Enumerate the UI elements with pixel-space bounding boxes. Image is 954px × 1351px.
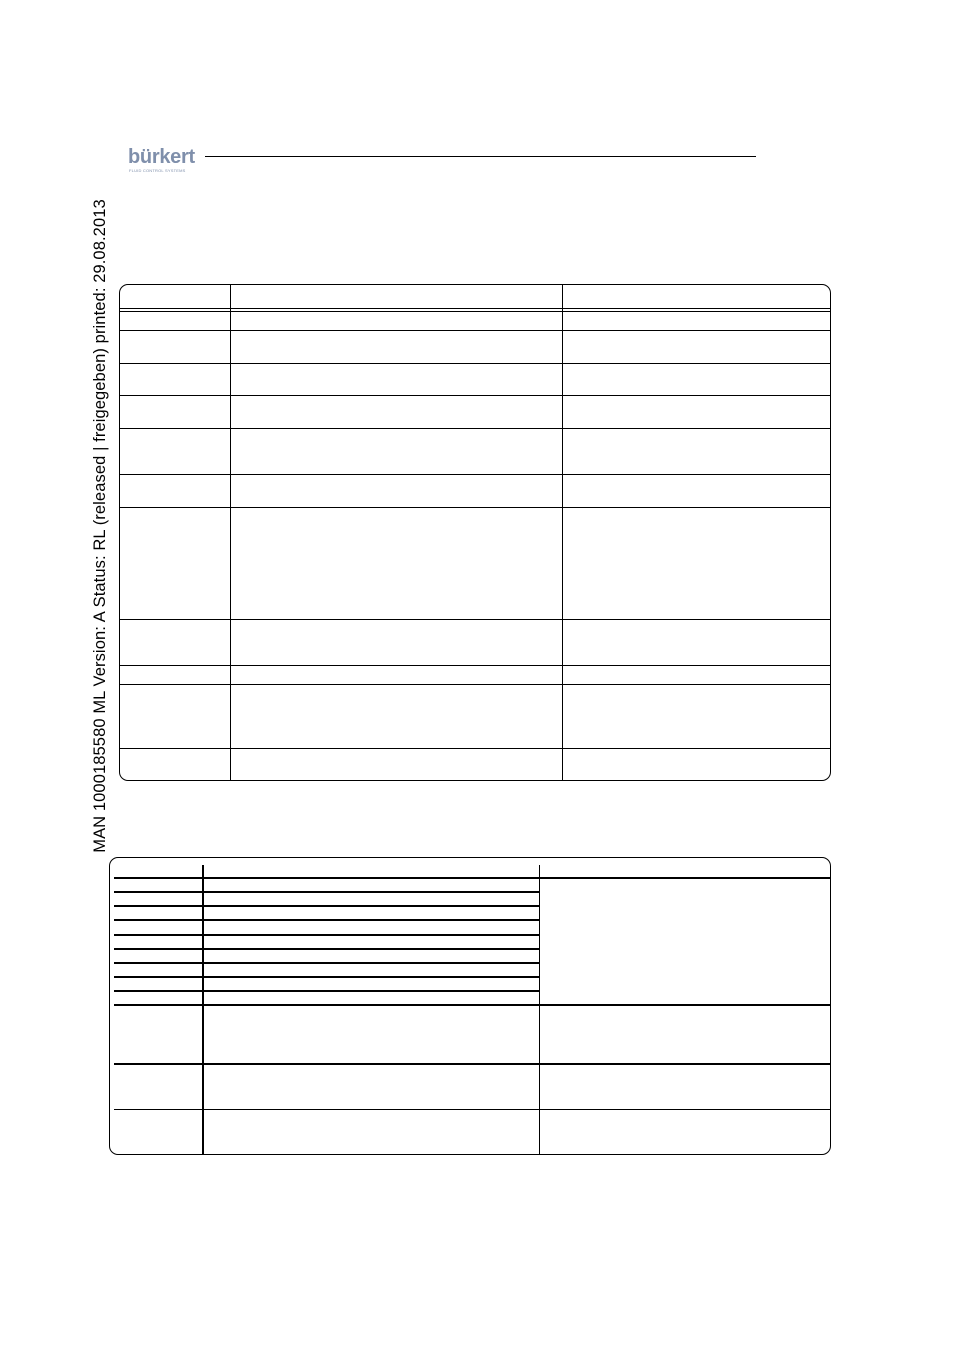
table-2-row-divider [114,990,540,992]
document-side-label: MAN 1000185580 ML Version: A Status: RL (released | freigegeben) printed: 29.08.2013 [91,199,109,853]
table-1-column-divider [562,285,563,780]
table-2-column-divider [202,865,204,1155]
table-2-header-rule [114,877,830,879]
table-2 [109,857,831,1155]
table-1 [119,284,831,781]
table-1-row-divider [120,684,830,685]
table-1-row-divider [120,363,830,364]
table-2-row-divider [114,948,540,950]
table-1-row-divider [120,507,830,508]
table-1-header-rule [120,311,830,312]
table-2-row-divider [114,934,540,936]
table-2-row-divider [114,976,540,978]
table-2-row-divider [114,1063,830,1065]
table-1-header-rule [120,308,830,309]
table-1-row-divider [120,619,830,620]
table-2-row-divider [114,891,540,893]
logo-tagline: FLUID CONTROL SYSTEMS [129,168,186,173]
table-1-column-divider [230,285,231,780]
table-2-column-divider [539,865,540,1155]
table-1-row-divider [120,474,830,475]
table-1-row-divider [120,665,830,666]
header-rule [205,156,756,157]
table-1-row-divider [120,330,830,331]
table-2-row-divider [114,905,540,907]
table-1-row-divider [120,395,830,396]
table-2-row-divider [114,919,540,921]
burkert-logo [128,147,196,177]
table-1-row-divider [120,748,830,749]
table-1-row-divider [120,428,830,429]
table-2-row-divider [114,1004,830,1006]
table-2-row-divider [114,962,540,964]
logo-wordmark: bürkert [128,146,195,168]
table-2-row-divider [114,1109,830,1110]
